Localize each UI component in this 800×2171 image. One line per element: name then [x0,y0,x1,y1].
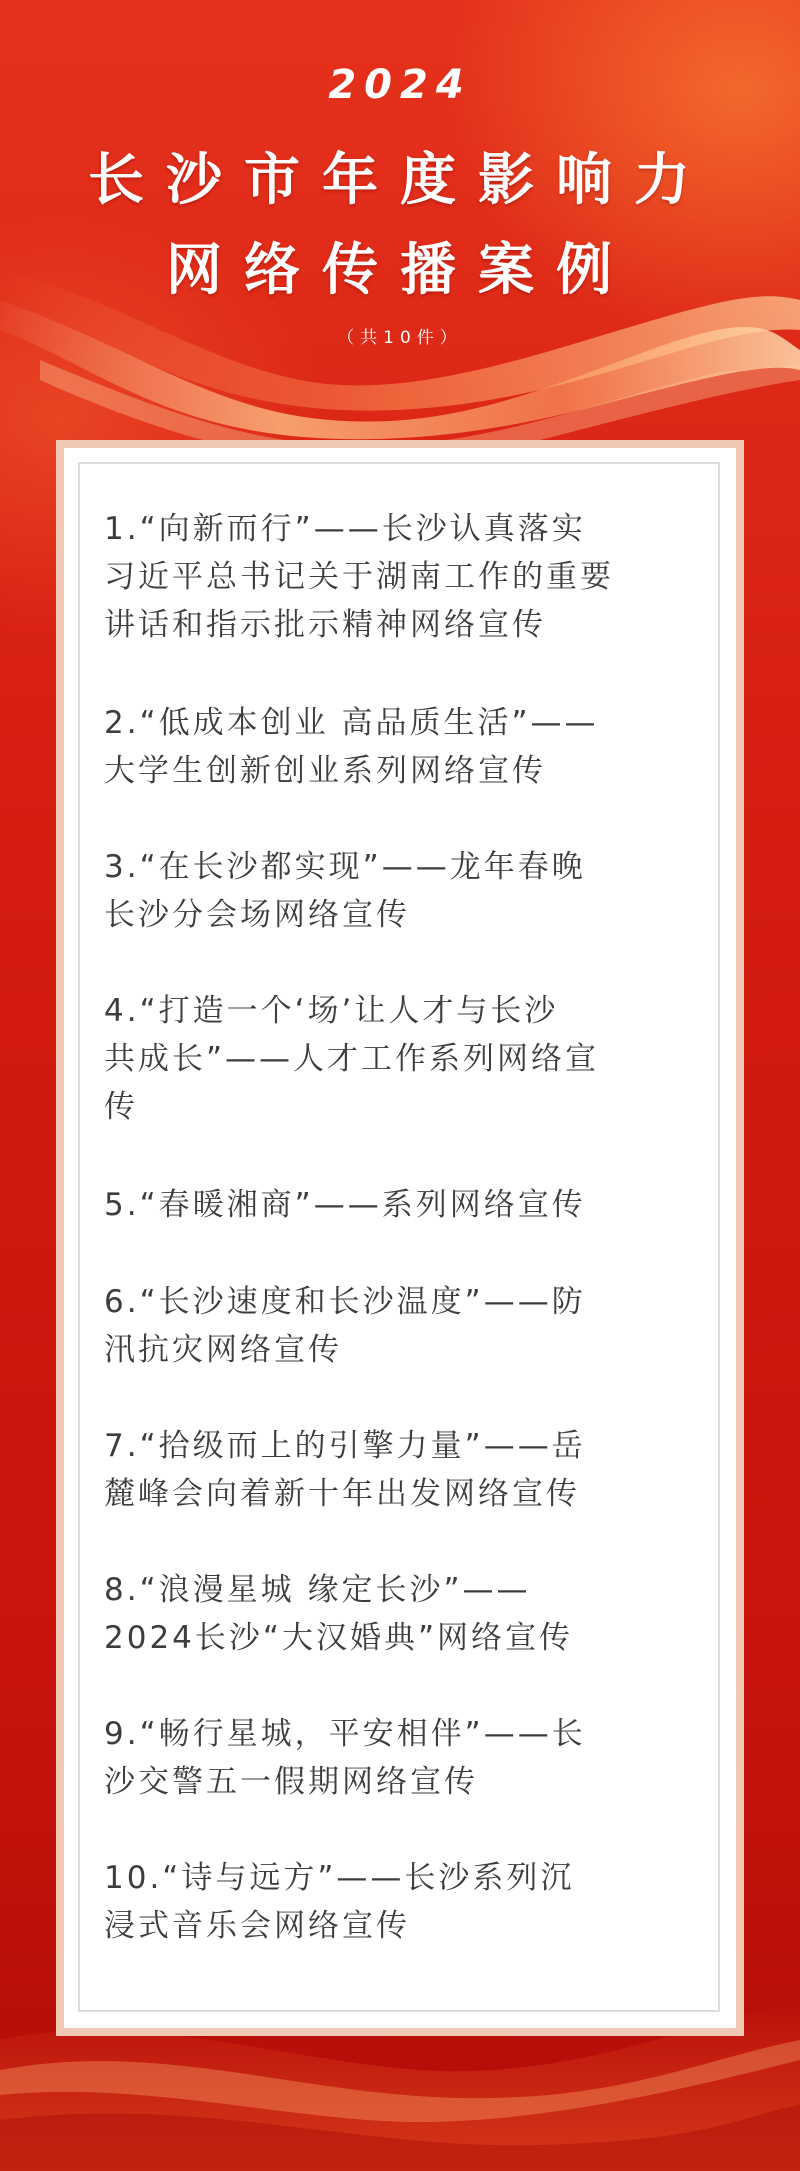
case-6-line-2: 汛抗灾网络宣传 [104,1332,342,1368]
case-1-line-2: 习近平总书记关于湖南工作的重要 [104,559,614,595]
case-10-line-2: 浸式音乐会网络宣传 [104,1908,410,1944]
case-item-5 [104,1181,704,1229]
case-item-8 [104,1566,704,1662]
case-1-line-3: 讲话和指示批示精神网络宣传 [104,607,546,643]
case-item-9 [104,1710,704,1806]
case-8-line-1: 8.“浪漫星城 缘定长沙”—— [104,1572,531,1608]
case-5-line-1: 5.“春暖湘商”——系列网络宣传 [104,1187,586,1223]
case-10-line-1: 10.“诗与远方”——长沙系列沉 [104,1860,575,1896]
case-item-3 [104,843,704,939]
case-3-line-2: 长沙分会场网络宣传 [104,897,410,933]
case-9-line-1: 9.“畅行星城，平安相伴”——长 [104,1716,586,1752]
case-item-2 [104,699,704,795]
case-item-4 [104,987,704,1131]
case-item-6 [104,1278,704,1374]
case-4-line-2: 共成长”——人才工作系列网络宣 [104,1041,600,1077]
title-line-1: 长沙市年度影响力 [88,148,712,213]
case-item-7 [104,1422,704,1518]
case-2-line-1: 2.“低成本创业 高品质生活”—— [104,705,599,741]
case-7-line-1: 7.“拾级而上的引擎力量”——岳 [104,1428,586,1464]
case-4-line-3: 传 [104,1089,138,1125]
case-3-line-1: 3.“在长沙都实现”——龙年春晚 [104,849,586,885]
year-label: 2024 [328,62,472,108]
case-item-10 [104,1854,704,1950]
case-6-line-1: 6.“长沙速度和长沙温度”——防 [104,1284,586,1320]
case-1-line-1: 1.“向新而行”——长沙认真落实 [104,511,586,547]
case-9-line-2: 沙交警五一假期网络宣传 [104,1764,478,1800]
case-2-line-2: 大学生创新创业系列网络宣传 [104,753,546,789]
case-7-line-2: 麓峰会向着新十年出发网络宣传 [104,1476,580,1512]
case-count: （共10件） [337,328,463,348]
case-4-line-1: 4.“打造一个‘场’让人才与长沙 [104,993,559,1029]
case-8-line-2: 2024长沙“大汉婚典”网络宣传 [104,1620,574,1656]
case-item-1 [104,505,704,649]
title-line-2: 网络传播案例 [166,238,634,303]
